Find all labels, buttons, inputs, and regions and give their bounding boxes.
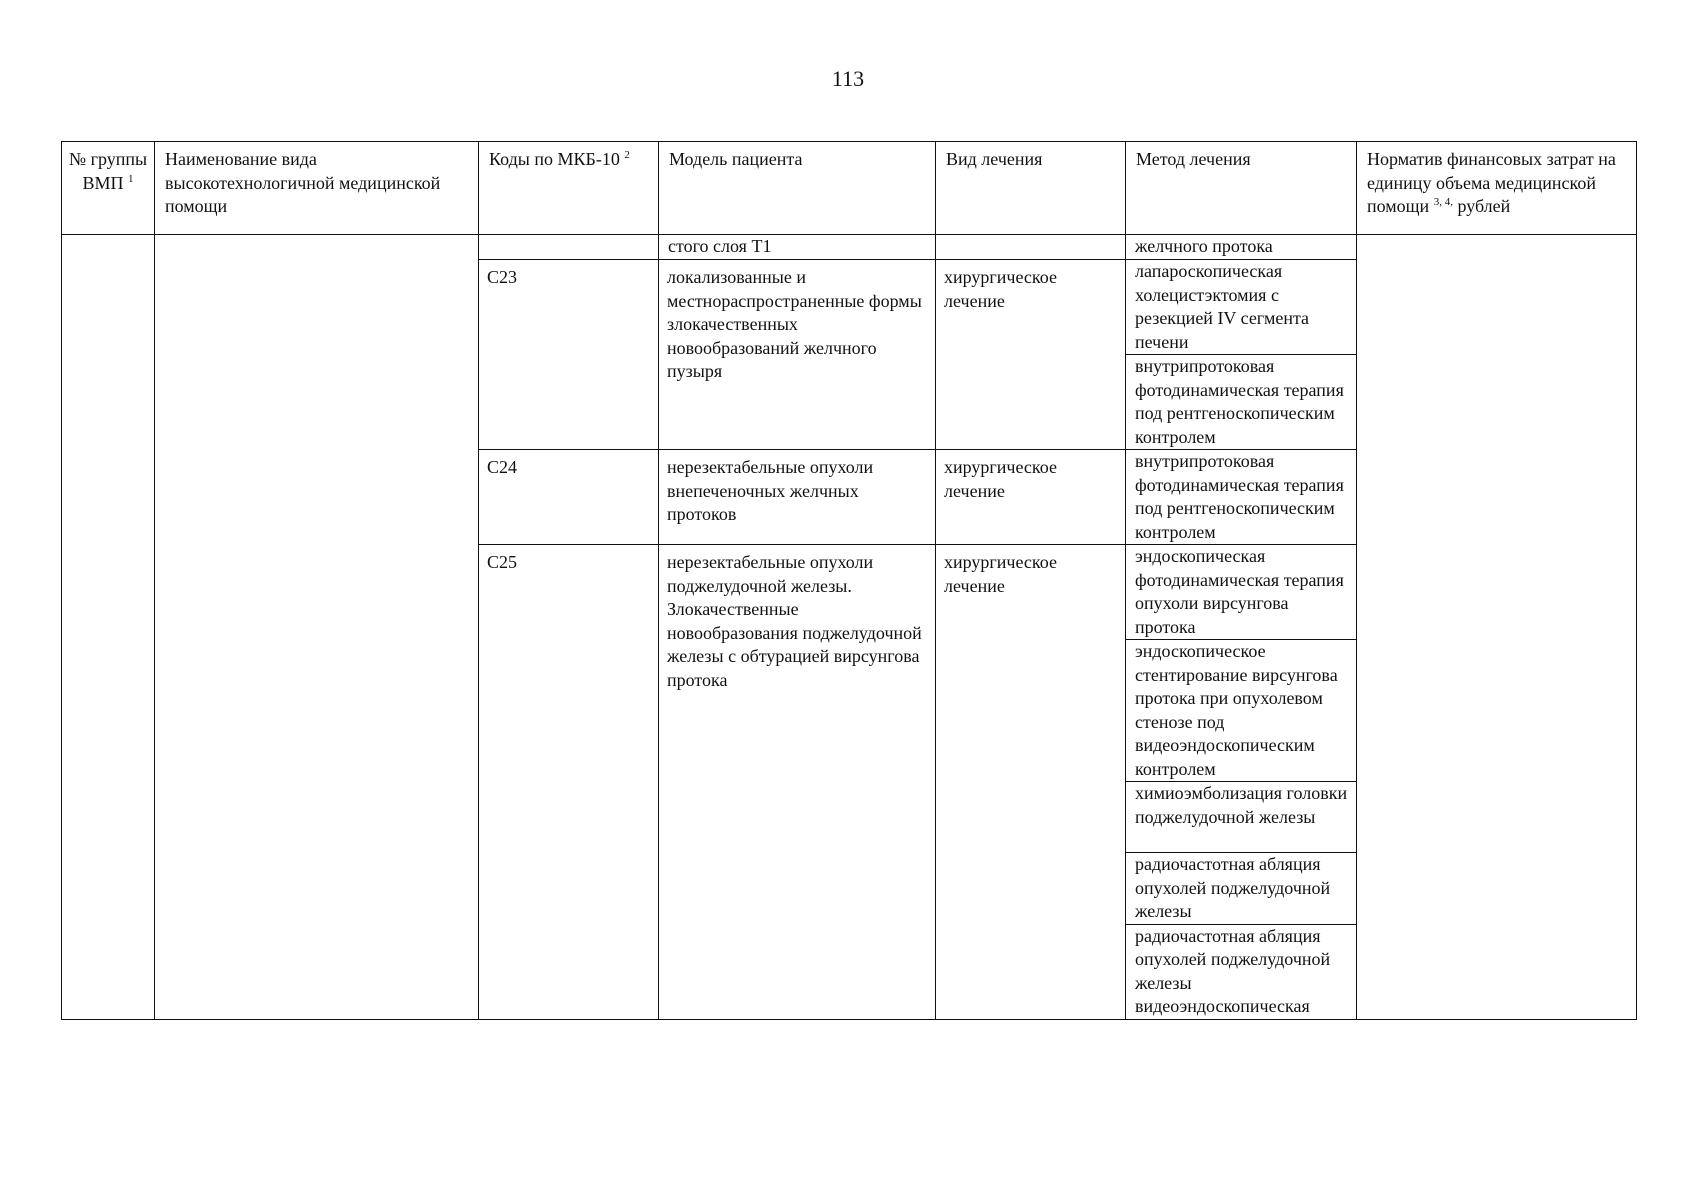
header-group-no-text: № группы ВМП xyxy=(68,149,148,193)
cell-treatment-continued xyxy=(936,235,1126,260)
page-number: 113 xyxy=(831,66,865,91)
cell-treatment: хирургическое лечение xyxy=(936,450,1126,545)
cell-method: радиочастотная абляция опухолей поджелудочной железы xyxy=(1126,853,1357,925)
cell-treatment: хирургическое лечение xyxy=(936,260,1126,450)
cell-model-continued: стого слоя T1 xyxy=(659,235,936,260)
cell-name xyxy=(155,235,479,1020)
table-row xyxy=(62,235,1637,260)
header-treatment-type: Вид лечения xyxy=(936,142,1126,235)
header-group-no xyxy=(62,142,155,235)
cell-model: локализованные и местнораспространенные формы злокачественных новообразований желчного пузыря xyxy=(659,260,936,450)
vmp-table xyxy=(61,141,1637,1020)
header-row xyxy=(62,142,1637,235)
header-codes-text: Коды по МКБ-10 xyxy=(489,149,620,169)
cell-method: эндоскопическая фотодинамическая терапия опухоли вирсунгова протока xyxy=(1126,545,1357,640)
cell-norm xyxy=(1357,235,1637,1020)
cell-method: радиочастотная абляция опухолей поджелудочной железы видеоэндоскопическая xyxy=(1126,924,1357,1019)
header-codes xyxy=(479,142,659,235)
cell-method: внутрипротоковая фотодинамическая терапия под рентгеноскопическим контролем xyxy=(1126,355,1357,450)
cell-method: внутрипротоковая фотодинамическая терапия под рентгеноскопическим контролем xyxy=(1126,450,1357,545)
cell-code-continued xyxy=(479,235,659,260)
cell-method: эндоскопическое стентирование вирсунгова протока при опухолевом стенозе под видеоэндоскопическим контролем xyxy=(1126,640,1357,782)
cell-model: нерезектабельные опухоли поджелудочной железы. Злокачественные новообразования поджелудочной железы с обтурацией вирсунгова протока xyxy=(659,545,936,1020)
footnote-ref-1: 1 xyxy=(128,172,134,185)
header-method: Метод лечения xyxy=(1126,142,1357,235)
cell-group-no xyxy=(62,235,155,1020)
cell-code: C25 xyxy=(479,545,659,1020)
cell-code: C24 xyxy=(479,450,659,545)
cell-treatment: хирургическое лечение xyxy=(936,545,1126,1020)
cell-method-continued: желчного протока xyxy=(1126,235,1357,260)
cell-method: лапароскопическая холецистэктомия с резекцией IV сегмента печени xyxy=(1126,260,1357,355)
footnote-ref-2: 2 xyxy=(624,149,630,161)
header-norm-unit: рублей xyxy=(1457,196,1511,216)
header-norm xyxy=(1357,142,1637,235)
cell-model: нерезектабельные опухоли внепеченочных желчных протоков xyxy=(659,450,936,545)
header-name: Наименование вида высокотехнологичной медицинской помощи xyxy=(155,142,479,235)
footnote-ref-3-4: 3, 4, xyxy=(1433,196,1453,208)
cell-code: C23 xyxy=(479,260,659,450)
header-norm-text: Норматив финансовых затрат на единицу объема медицинской помощи xyxy=(1367,149,1616,216)
cell-method: химиоэмболизация головки поджелудочной железы xyxy=(1126,782,1357,853)
header-model: Модель пациента xyxy=(659,142,936,235)
